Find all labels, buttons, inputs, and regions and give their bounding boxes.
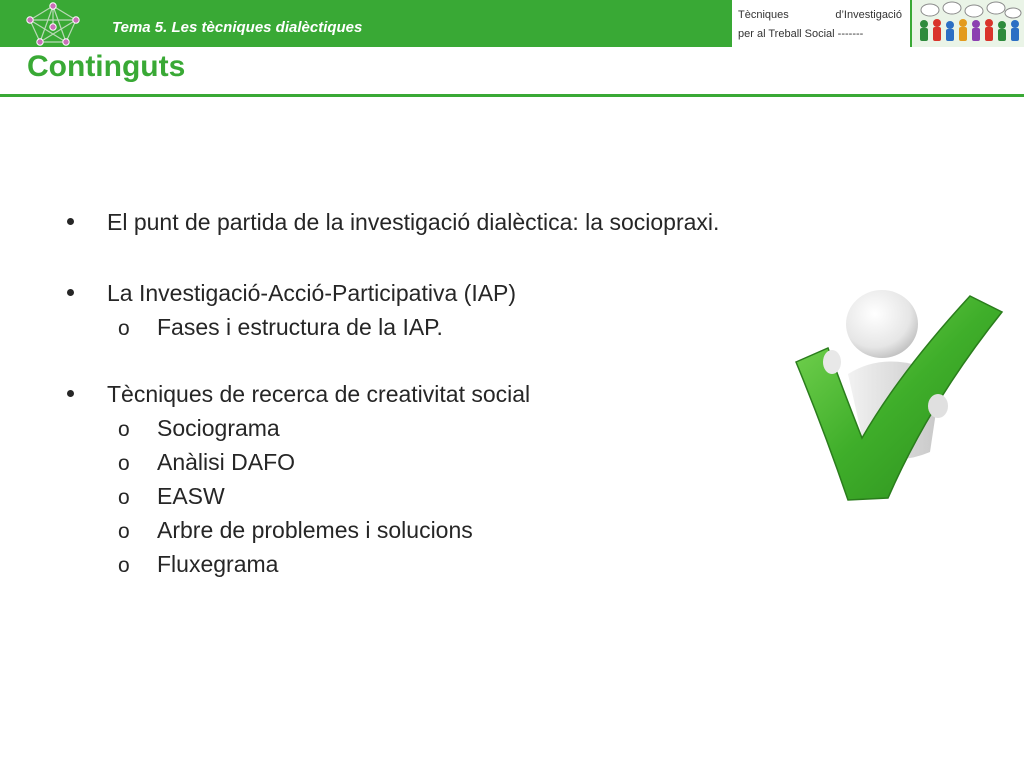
course-name-line-2: per al Treball Social ------- xyxy=(738,28,864,40)
page-title: Continguts xyxy=(27,50,186,83)
sub-bullet-marker: o xyxy=(118,452,130,475)
bullet-dot xyxy=(67,390,74,397)
sub-bullet-marker: o xyxy=(118,554,130,577)
network-graph-icon xyxy=(22,2,84,46)
outline-subitem-dafo: Anàlisi DAFO xyxy=(157,449,296,475)
people-speech-bubbles-icon xyxy=(912,0,1024,47)
person-checkmark-icon xyxy=(770,262,1024,522)
course-name-panel xyxy=(732,0,910,47)
outline-item-sociopraxi: El punt de partida de la investigació dialèctica: la sociopraxi. xyxy=(107,209,720,235)
outline-subitem-fluxegrama: Fluxegrama xyxy=(157,551,279,577)
title-divider xyxy=(0,94,1024,97)
sub-bullet-marker: o xyxy=(118,520,130,543)
course-word-2: d’Investigació xyxy=(835,9,902,21)
bullet-dot xyxy=(67,218,74,225)
outline-item-iap: La Investigació-Acció-Participativa (IAP) xyxy=(107,280,517,306)
outline-item-tecniques: Tècniques de recerca de creativitat social xyxy=(107,381,531,407)
bullet-dot xyxy=(67,289,74,296)
header-subtitle: Tema 5. Les tècniques dialèctiques xyxy=(112,19,363,36)
outline-subitem-easw: EASW xyxy=(157,483,225,509)
course-word-1: Tècniques xyxy=(738,9,789,21)
outline-subitem-fases: Fases i estructura de la IAP. xyxy=(157,314,443,340)
outline-subitem-sociograma: Sociograma xyxy=(157,415,280,441)
sub-bullet-marker: o xyxy=(118,317,130,340)
sub-bullet-marker: o xyxy=(118,486,130,509)
course-name-line-1 xyxy=(738,9,902,21)
sub-bullet-marker: o xyxy=(118,418,130,441)
outline-subitem-arbre: Arbre de problemes i solucions xyxy=(157,517,473,543)
